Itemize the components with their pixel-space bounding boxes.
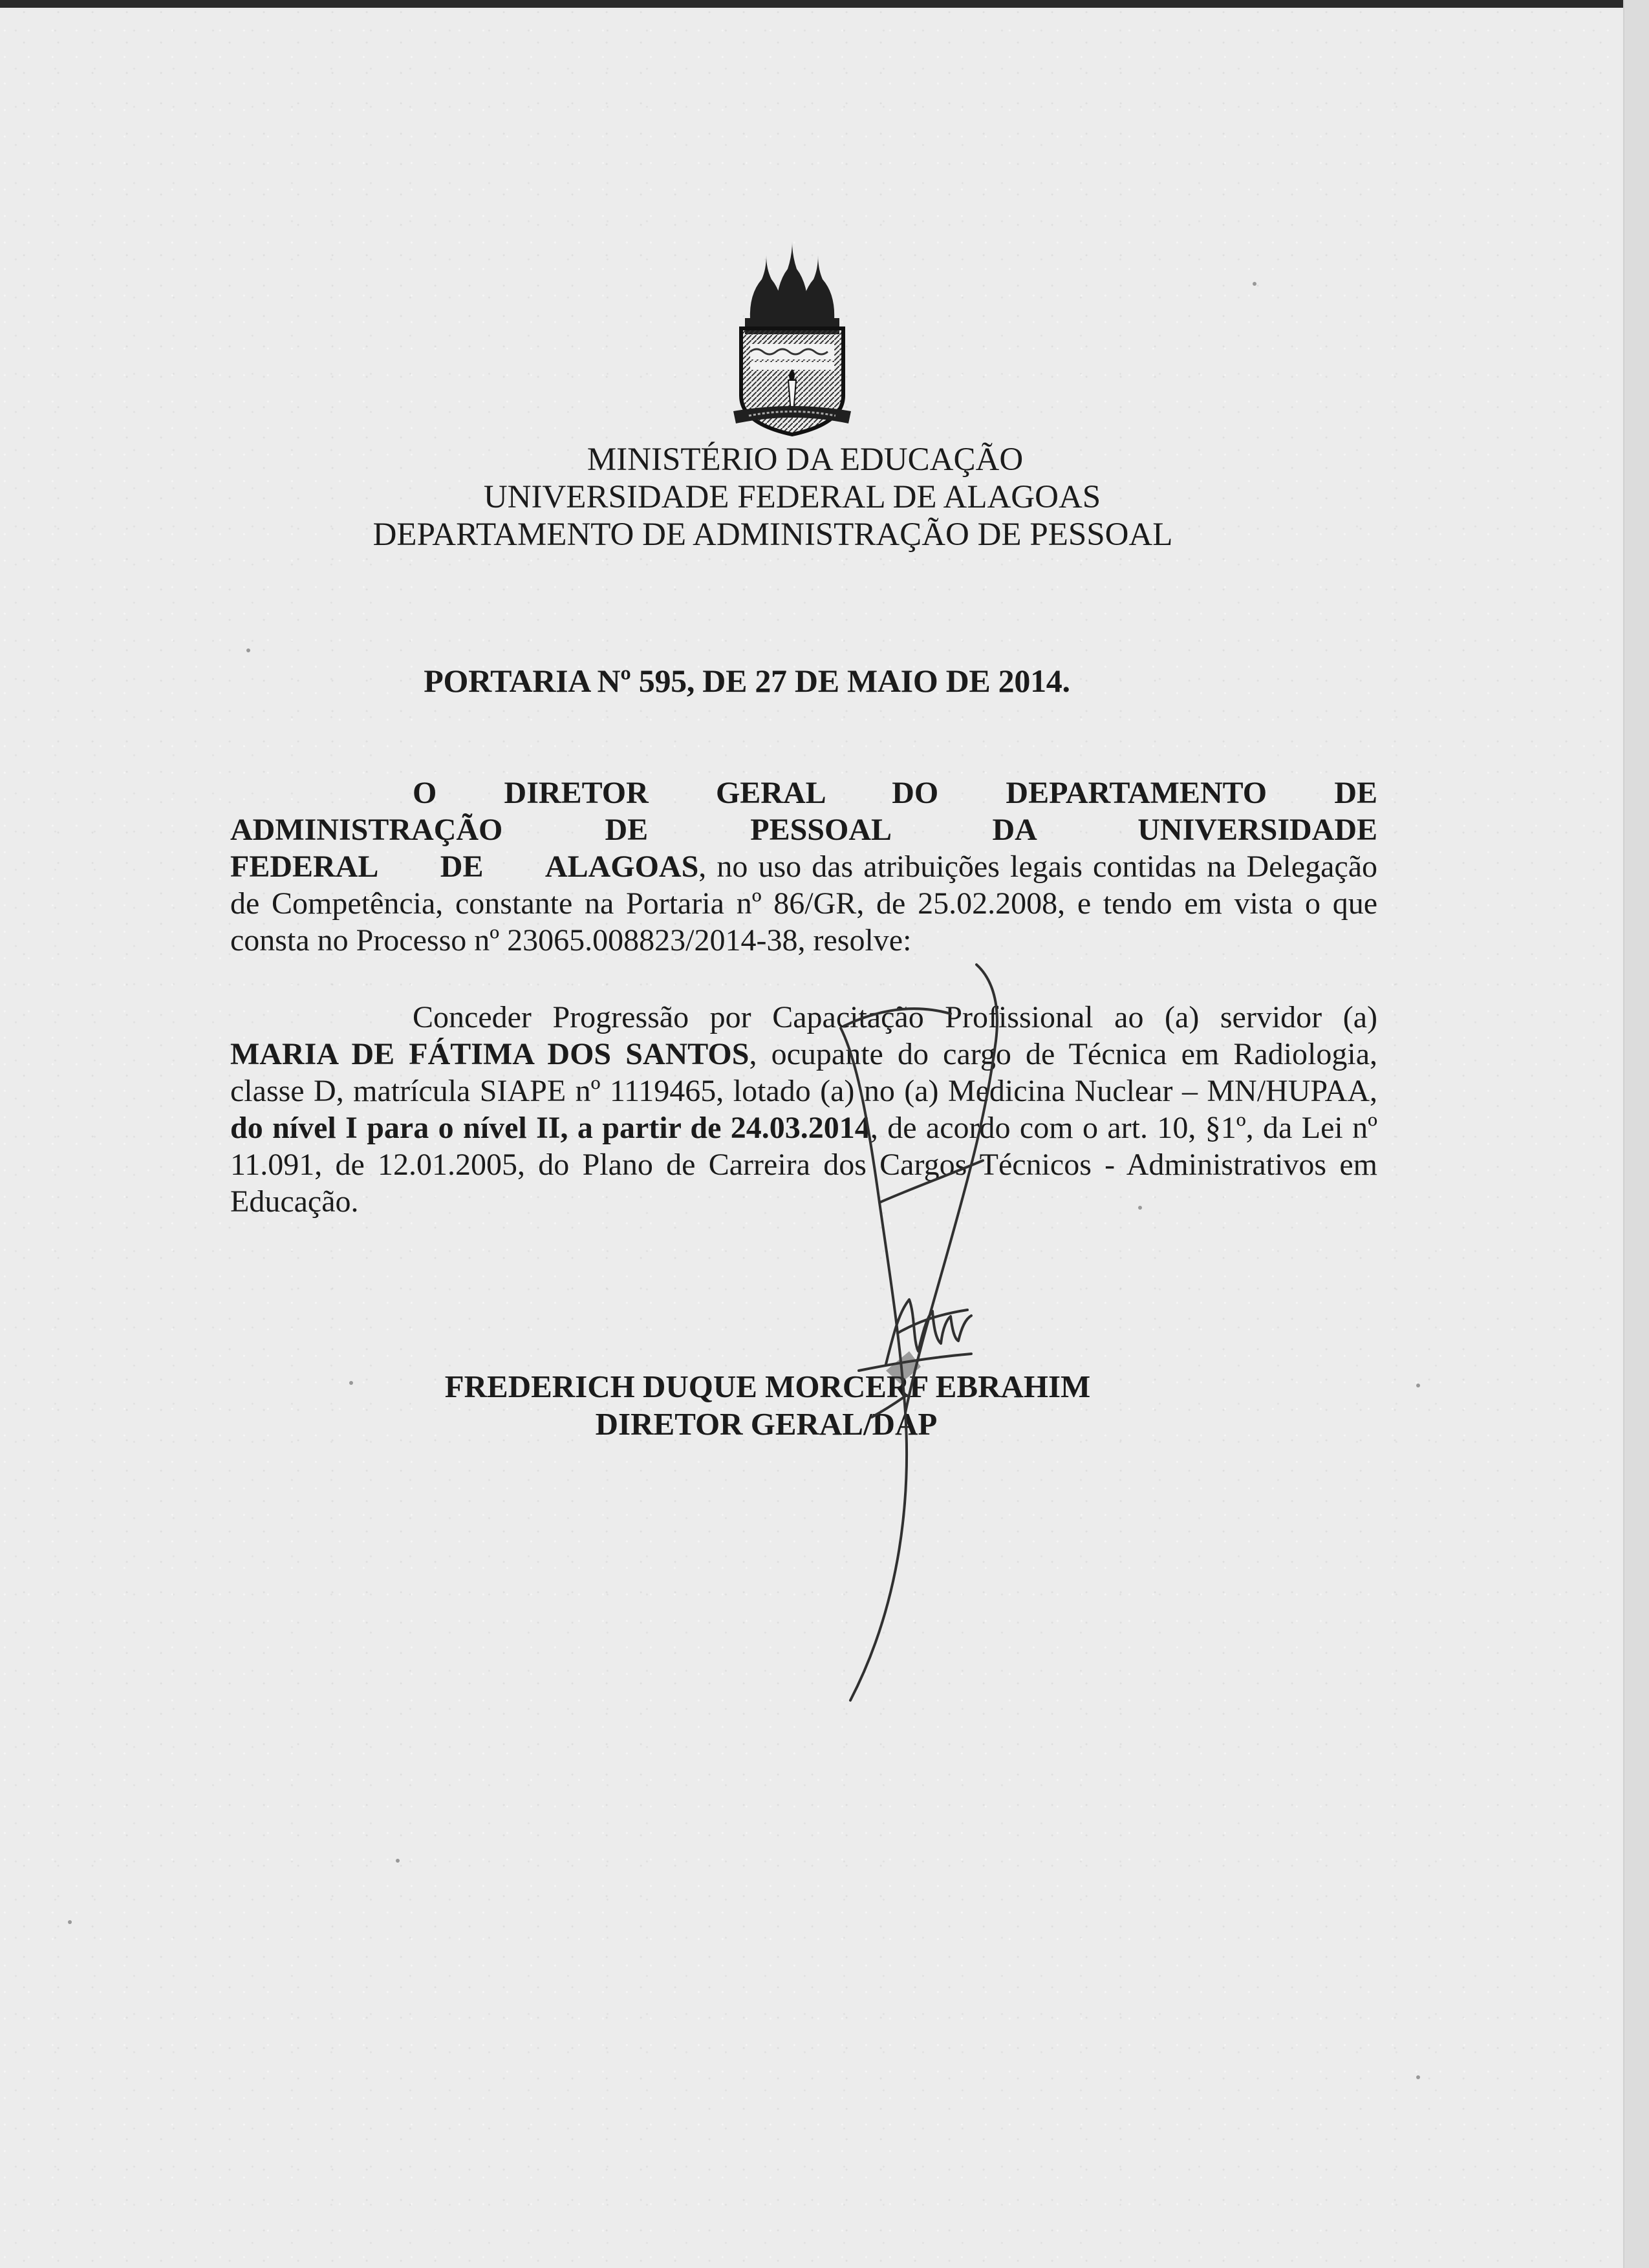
- scan-speck: [1253, 282, 1256, 286]
- scan-speck: [396, 1859, 400, 1863]
- university-coat-of-arms-icon: [731, 226, 854, 440]
- resolution-text-2: , ocupante do cargo de Técnica em Radiologia, classe D, matrícula SIAPE nº 1119465, lotado (a) no (a) Medicina Nuclear – MN/HUPAA,: [230, 1037, 1378, 1108]
- scan-speck: [1416, 2075, 1420, 2079]
- department-heading: DEPARTAMENTO DE ADMINISTRAÇÃO DE PESSOAL: [372, 517, 1173, 553]
- employee-name: MARIA DE FÁTIMA DOS SANTOS: [230, 1037, 749, 1071]
- scan-speck: [1138, 1206, 1142, 1210]
- progression-levels: do nível I para o nível II, a partir de 24.03.2014: [230, 1111, 870, 1145]
- scan-speck: [349, 1381, 353, 1385]
- document-header: [0, 441, 1649, 553]
- scan-right-edge: [1623, 0, 1649, 2268]
- preamble-paragraph: [230, 775, 1377, 959]
- director-opening: O DIRETOR GERAL DO DEPARTAMENTO DE ADMINISTRAÇÃO DE PESSOAL DA UNIVERSIDADE FEDERAL DE ALAGOAS: [230, 776, 1377, 884]
- resolution-text-3: , de acordo com o art. 10, §1º, da Lei nº 11.091, de 12.01.2005, do Plano de Carreira dos Cargos Técnicos - Administrativos em Educação.: [230, 1111, 1377, 1219]
- preamble-text: , no uso das atribuições legais contidas na Delegação de Competência, constante na Portaria nº 86/GR, de 25.02.2008, e tendo em vista o que consta no Processo nº 23065.008823/2014-38, resolve:: [230, 850, 1377, 957]
- university-heading: UNIVERSIDADE FEDERAL DE ALAGOAS: [483, 479, 1101, 515]
- signatory-title: DIRETOR GERAL/DAP: [595, 1406, 938, 1442]
- resolution-text-1: Conceder Progressão por Capacitação Profissional ao (a) servidor (a): [413, 1000, 1377, 1034]
- ministry-heading: MINISTÉRIO DA EDUCAÇÃO: [587, 442, 1024, 478]
- scan-top-edge: [0, 0, 1649, 8]
- signatory-name: FREDERICH DUQUE MORCERF EBRAHIM: [444, 1369, 1091, 1404]
- resolution-paragraph: [230, 999, 1377, 1220]
- scan-speck: [68, 1920, 72, 1924]
- scan-speck: [1416, 1384, 1420, 1387]
- signature-block: [0, 1368, 1649, 1443]
- portaria-title: PORTARIA Nº 595, DE 27 DE MAIO DE 2014.: [424, 663, 1070, 699]
- scan-speck: [246, 648, 250, 652]
